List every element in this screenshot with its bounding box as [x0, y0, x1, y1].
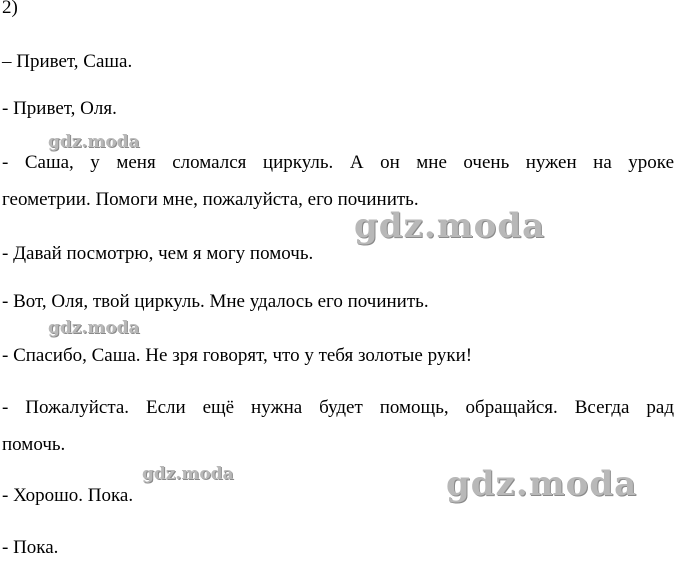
- dialogue-line-6: - Спасибо, Саша. Не зря говорят, что у тебя золотые руки!: [2, 345, 473, 366]
- watermark-5: gdz.moda: [446, 464, 638, 504]
- dialogue-line-1: – Привет, Саша.: [2, 51, 133, 72]
- dialogue-line-2: - Привет, Оля.: [2, 98, 117, 119]
- task-number: 2): [2, 0, 18, 18]
- dialogue-line-8: - Хорошо. Пока.: [2, 485, 134, 506]
- dialogue-line-9: - Пока.: [2, 537, 59, 558]
- watermark-2: gdz.moda: [354, 206, 546, 246]
- dialogue-line-4: - Давай посмотрю, чем я могу помочь.: [2, 243, 314, 264]
- dialogue-line-7-continued: помочь.: [2, 434, 66, 455]
- dialogue-line-3-continued: геометрии. Помоги мне, пожалуйста, его починить.: [2, 189, 419, 210]
- watermark-3: gdz.moda: [48, 318, 140, 338]
- dialogue-line-5: - Вот, Оля, твой циркуль. Мне удалось его починить.: [2, 291, 429, 312]
- watermark-4: gdz.moda: [142, 464, 234, 484]
- dialogue-line-7: - Пожалуйста. Если ещё нужна будет помощь, обращайся. Всегда рад: [2, 397, 674, 418]
- watermark-1: gdz.moda: [48, 132, 140, 152]
- dialogue-line-3: - Саша, у меня сломался циркуль. А он мне очень нужен на уроке: [2, 152, 674, 173]
